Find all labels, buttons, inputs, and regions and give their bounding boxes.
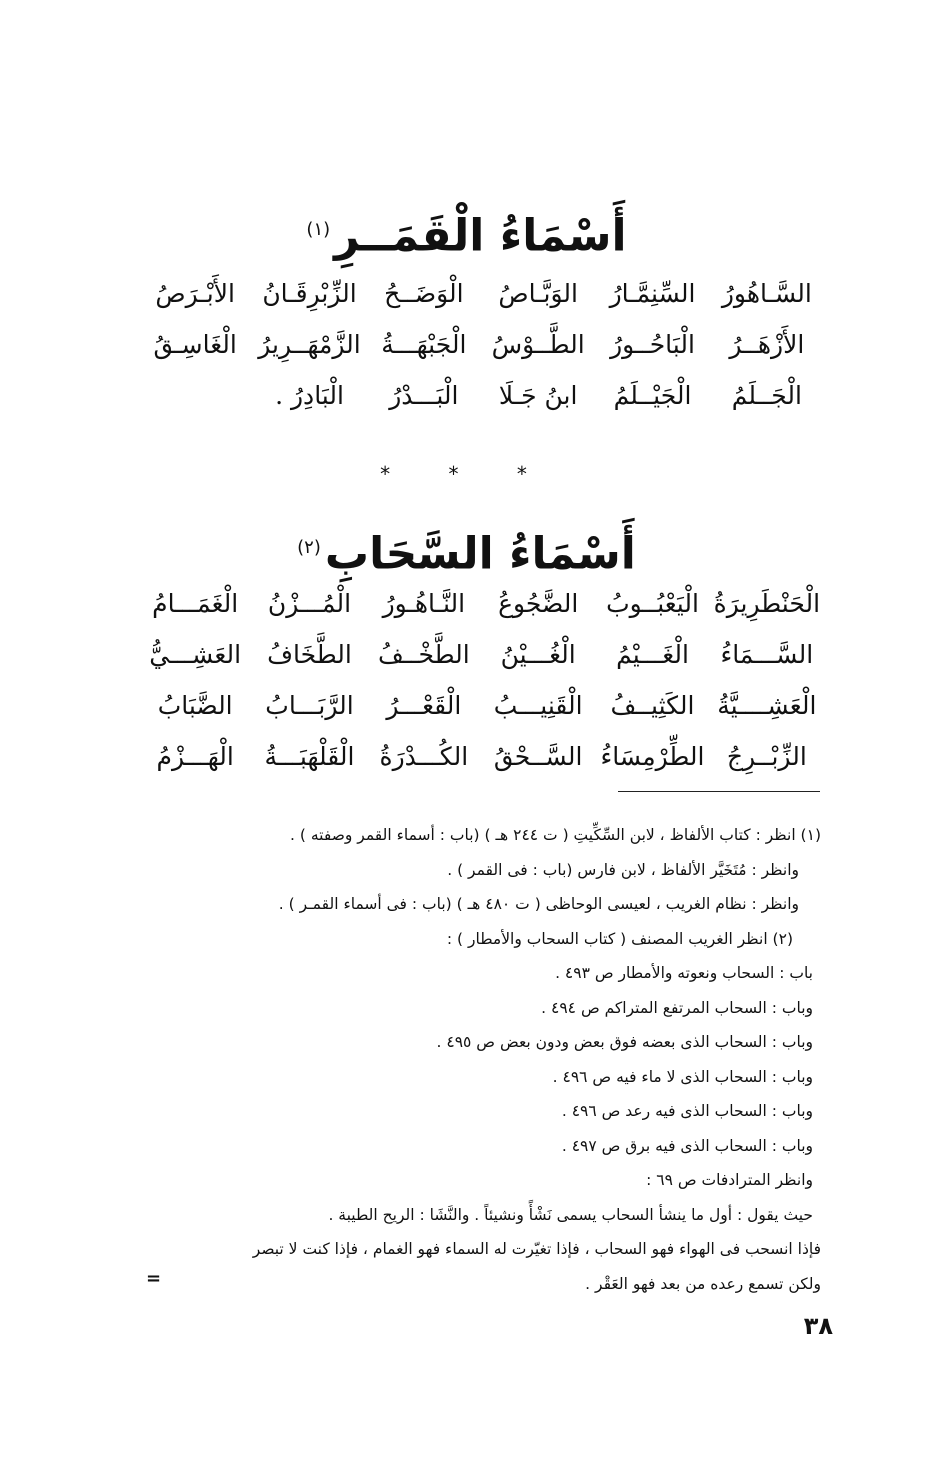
name-word: الطَّــوْسُ <box>491 330 585 359</box>
name-word: الطَّخْــفُ <box>377 640 470 669</box>
name-word: الْغَاسِـقُ <box>153 330 237 359</box>
footnote-ref-2: (٢) <box>297 537 321 558</box>
name-word: الطِّرْمِسَاءُ <box>600 742 705 771</box>
name-word: العَشِـــيُّ <box>149 640 242 669</box>
name-word: الْمُـــزْنُ <box>267 589 352 618</box>
name-word: السَّــحْقُ <box>493 742 583 771</box>
name-word: الْقَنِيـــبُ <box>493 691 583 720</box>
name-word: الْغَـــيْمُ <box>616 640 689 669</box>
footnote-line: وباب : السحاب المرتفع المتراكم ص ٤٩٤ . <box>541 998 813 1017</box>
footnote-line: فإذا انسحب فى الهواء فهو السحاب ، فإذا تغيّرت له السماء فهو الغمام ، فإذا كنت لا تبصر <box>252 1240 821 1258</box>
footnote-line: (٢) انظر الغريب المصنف ( كتاب السحاب والأمطار ) : <box>446 929 793 948</box>
name-word: الضَّجُوعُ <box>498 589 579 618</box>
moon-names-list <box>138 268 824 421</box>
footnote-ref-1: (١) <box>306 219 331 240</box>
name-word: الأَزْهَــرُ <box>729 330 805 359</box>
name-word: الْبَادِرُ . <box>275 381 344 410</box>
name-word: السِّنِمَّـارُ <box>609 279 696 308</box>
name-word: الْوَضَــحُ <box>384 279 464 308</box>
name-word: السَّـاهُورُ <box>721 279 812 308</box>
name-word: الزِّبْرِقَـانُ <box>262 279 357 308</box>
name-word: الْهَـــزْمُ <box>156 742 234 771</box>
name-word: الْجَــلَمُ <box>731 381 802 410</box>
footnote-line: ولكن تسمع رعده من بعد فهو العَقْر . <box>585 1274 821 1293</box>
page-number: ٣٨ <box>803 1312 833 1340</box>
name-word: الْحَنْطَرِيرَةُ <box>713 589 821 618</box>
footnote-line: وانظر : نظام الغريب ، لعيسى الوحاظى ( ت ٤٨٠ هـ ) (باب : فى أسماء القمـر ) . <box>278 895 799 913</box>
footnote-line: وانظر : مُتَخَيَّر الألفاظ ، لابن فارس (باب : فى القمر ) . <box>447 860 799 879</box>
footnote-line: باب : السحاب ونعوته والأمطار ص ٤٩٣ . <box>555 964 813 982</box>
footnote-line: وباب : السحاب الذى فيه رعد ص ٤٩٦ . <box>561 1102 813 1120</box>
name-word: الطَّخَافُ <box>267 640 352 669</box>
name-word: الْقَعْـــرُ <box>386 691 462 720</box>
name-word: ابنُ جَـلَا <box>498 381 578 410</box>
name-word: الْقَلْهَبَـــةُ <box>264 742 355 771</box>
footnote-line: وباب : السحاب الذى لا ماء فيه ص ٤٩٦ . <box>552 1067 813 1086</box>
name-word: الكَثِيــفُ <box>610 691 695 720</box>
name-word: الْبَـــدْرُ <box>389 381 459 410</box>
moon-names-heading <box>0 200 933 267</box>
name-word: الرَّبَـــابُ <box>265 691 354 720</box>
cloud-names-heading <box>0 518 933 585</box>
moon-names-title: أَسْمَاءُ الْقَمَــرِ <box>334 210 627 262</box>
footnote-line: وباب : السحاب الذى فيه برق ص ٤٩٧ . <box>561 1136 813 1155</box>
name-word: الزِّبْــرِجُ <box>726 742 807 771</box>
name-word: الْغَمَـــامُ <box>152 589 239 618</box>
footnote-line: وانظر المترادفات ص ٦٩ : <box>646 1171 813 1189</box>
name-word: الْغُـــيْنُ <box>500 640 576 669</box>
footnote-line: حيث يقول : أول ما ينشأ السحاب يسمى نَشْأً ونشيئاً . والنَّشَا : الريح الطيبة . <box>328 1205 813 1224</box>
name-word: الْعَشِــــيَّةُ <box>717 691 817 720</box>
name-word: الزَّمْهَــرِيرُ <box>258 330 361 359</box>
footnote-line: وباب : السحاب الذى بعضه فوق بعض ودون بعض ص ٤٩٥ . <box>436 1033 813 1051</box>
name-word: الْجَيْــلَمُ <box>613 381 692 410</box>
continuation-mark: = <box>146 1268 162 1289</box>
name-word: الضَّبَابُ <box>157 691 233 720</box>
section-divider: * * * <box>380 462 553 486</box>
name-word: الْبَاحُــورُ <box>610 330 695 359</box>
name-word: الكُـــدْرَةُ <box>379 742 469 771</box>
name-word: الْيَعْبُــوبُ <box>606 589 699 618</box>
name-word: السَّـــمَاءُ <box>720 640 814 669</box>
name-word: الوَبَّـاصُ <box>498 279 578 308</box>
name-word: الْجَبْهَـــةُ <box>381 330 467 359</box>
cloud-names-list <box>138 578 824 782</box>
footnote-separator <box>618 791 820 792</box>
name-word: النَّـاهُـورُ <box>382 589 466 618</box>
cloud-names-title: أَسْمَاءُ السَّحَابِ <box>324 528 636 580</box>
footnotes <box>121 818 821 1301</box>
footnote-line: (١) انظر : كتاب الألفاظ ، لابن السِّكِّيتِ ( ت ٢٤٤ هـ ) (باب : أسماء القمر وصفته ) . <box>290 826 821 844</box>
name-word: الأَبْـرَصُ <box>155 279 235 308</box>
